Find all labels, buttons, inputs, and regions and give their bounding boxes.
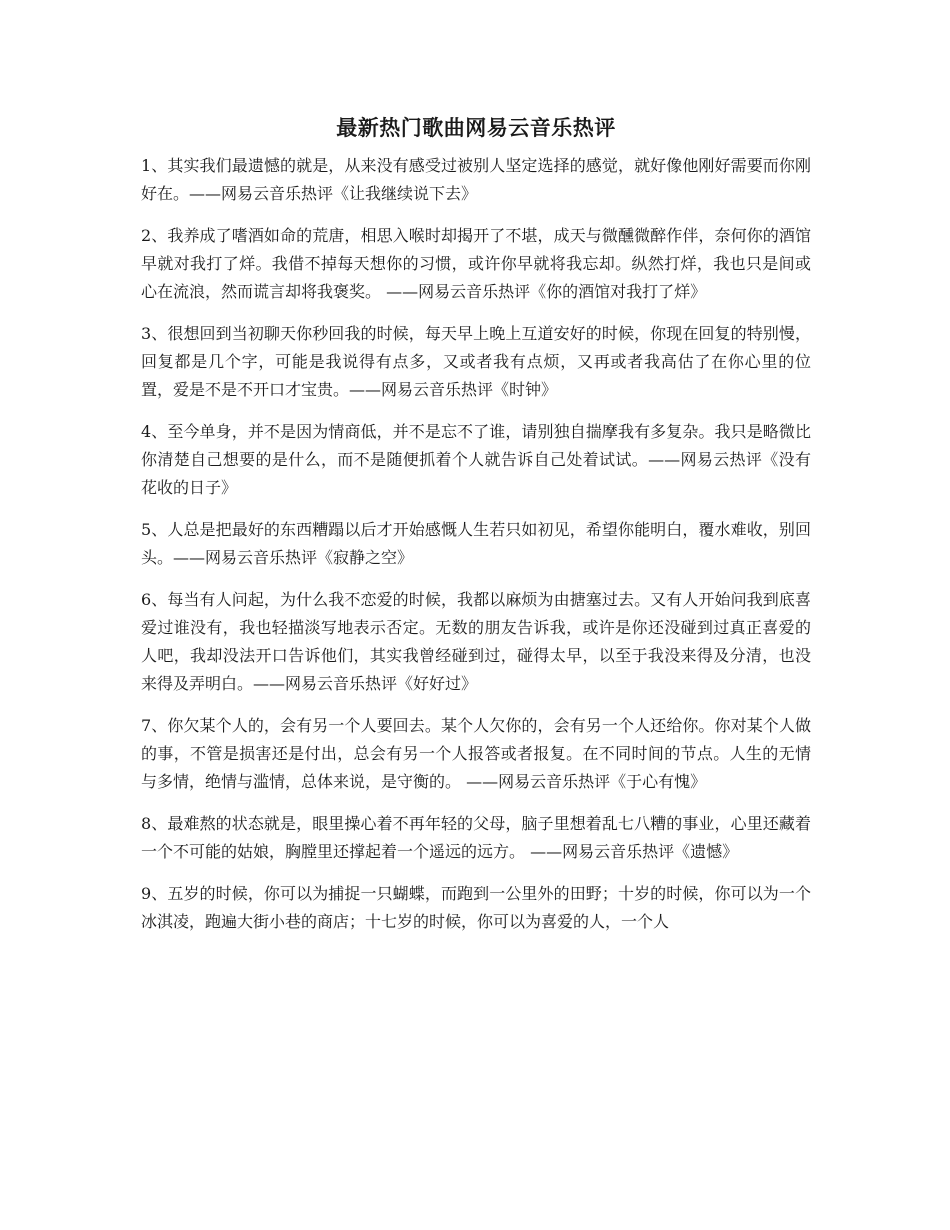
- paragraph-8: 8、最难熬的状态就是，眼里操心着不再年轻的父母，脑子里想着乱七八糟的事业，心里还藏着一个不可能的姑娘，胸膛里还撑起着一个遥远的远方。 ——网易云音乐热评《遗憾》: [141, 814, 811, 861]
- paragraph-3: 3、很想回到当初聊天你秒回我的时候，每天早上晚上互道安好的时候，你现在回复的特别慢，回复都是几个字，可能是我说得有点多，又或者我有点烦，又再或者我高估了在你心里的位置，爱是不是不开口才宝贵。——网易云音乐热评《时钟》: [141, 324, 811, 399]
- paragraph-7: 7、你欠某个人的，会有另一个人要回去。某个人欠你的，会有另一个人还给你。你对某个人做的事，不管是损害还是付出，总会有另一个人报答或者报复。在不同时间的节点。人生的无情与多情，绝情与滥情，总体来说，是守衡的。 ——网易云音乐热评《于心有愧》: [141, 716, 811, 791]
- document-title: 最新热门歌曲网易云音乐热评: [336, 115, 616, 140]
- document-page: [141, 112, 811, 936]
- paragraph-2: 2、我养成了嗜酒如命的荒唐，相思入喉时却揭开了不堪，成天与微醺微醉作伴，奈何你的酒馆早就对我打了烊。我借不掉每天想你的习惯，或许你早就将我忘却。纵然打烊，我也只是间或心在流浪，然而谎言却将我褒奖。 ——网易云音乐热评《你的酒馆对我打了烊》: [141, 226, 811, 301]
- paragraph-4: 4、至今单身，并不是因为情商低，并不是忘不了谁，请别独自揣摩我有多复杂。我只是略微比你清楚自己想要的是什么，而不是随便抓着个人就告诉自己处着试试。——网易云热评《没有花收的日子》: [141, 422, 811, 497]
- paragraph-5: 5、人总是把最好的东西糟蹋以后才开始感慨人生若只如初见，希望你能明白，覆水难收，别回头。——网易云音乐热评《寂静之空》: [141, 520, 811, 567]
- paragraph-6: 6、每当有人问起，为什么我不恋爱的时候，我都以麻烦为由搪塞过去。又有人开始问我到底喜爱过谁没有，我也轻描淡写地表示否定。无数的朋友告诉我，或许是你还没碰到过真正喜爱的人吧，我却没法开口告诉他们，其实我曾经碰到过，碰得太早，以至于我没来得及分清，也没来得及弄明白。——网易云音乐热评《好好过》: [141, 590, 811, 693]
- paragraph-9: 9、五岁的时候，你可以为捕捉一只蝴蝶，而跑到一公里外的田野；十岁的时候，你可以为一个冰淇凌，跑遍大街小巷的商店；十七岁的时候，你可以为喜爱的人，一个人: [141, 884, 811, 931]
- paragraph-1: 1、其实我们最遗憾的就是，从来没有感受过被别人坚定选择的感觉，就好像他刚好需要而你刚好在。——网易云音乐热评《让我继续说下去》: [141, 156, 811, 203]
